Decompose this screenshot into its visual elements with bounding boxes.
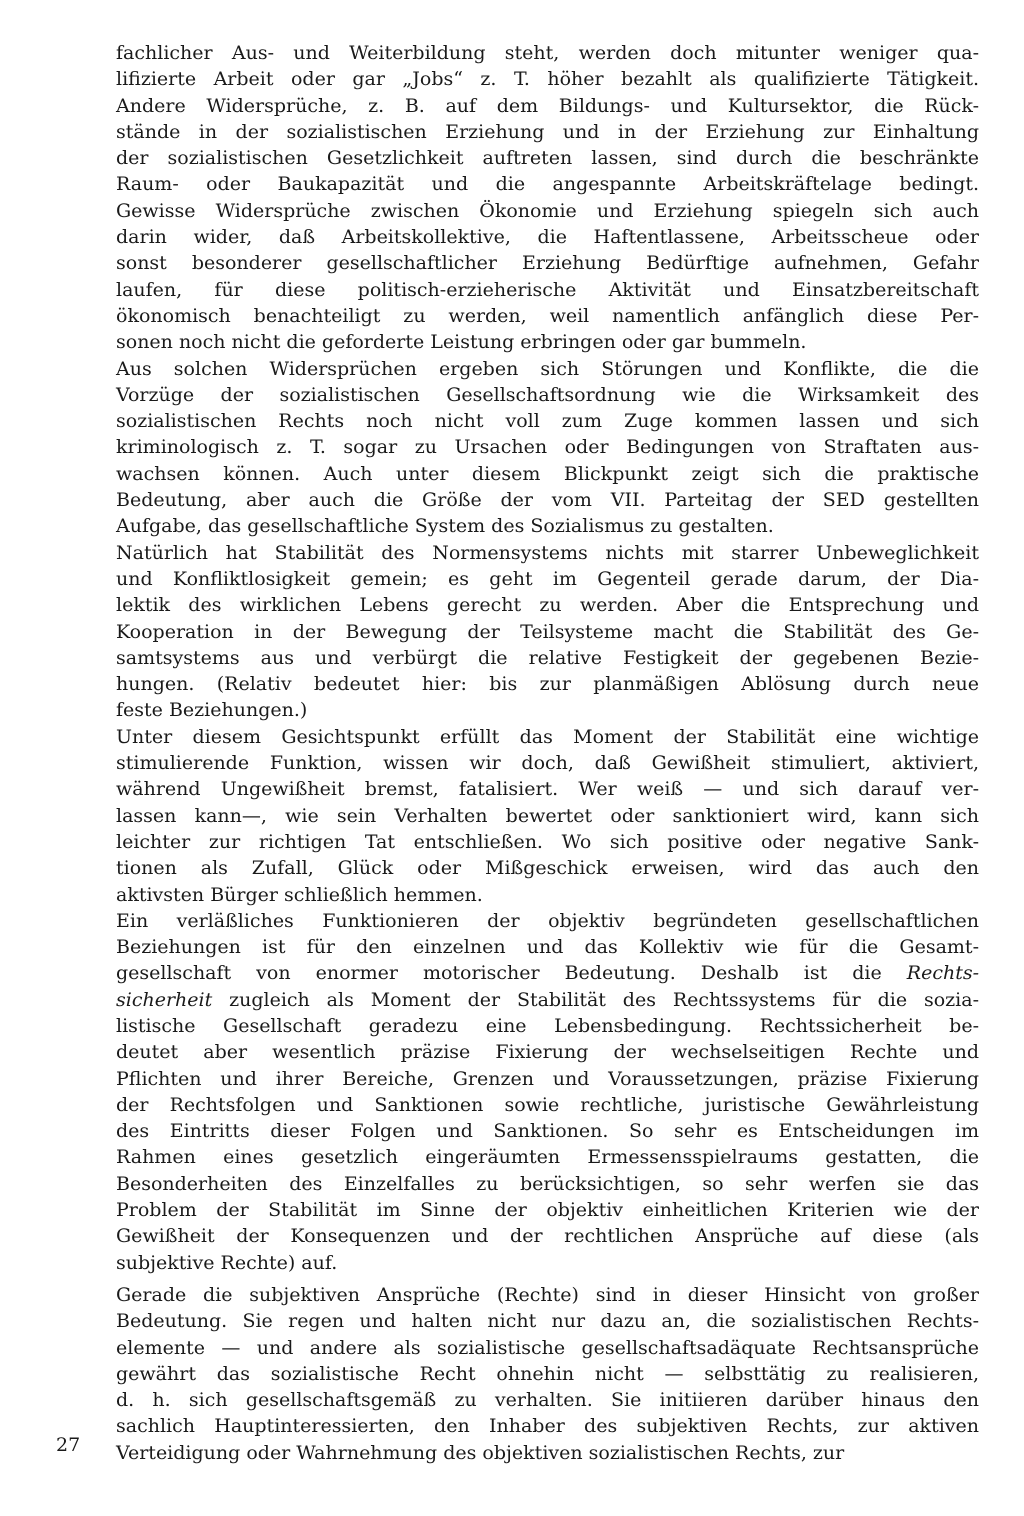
text-line: laufen, für diese politisch-erzieherische Aktivität und Einsatzbereitschaft: [116, 278, 979, 301]
text-line: und Konfliktlosigkeit gemein; es geht im Gegenteil gerade darum, der Dia-: [116, 567, 979, 590]
text-line: stimulierende Funktion, wissen wir doch, daß Gewißheit stimuliert, aktiviert,: [116, 752, 979, 775]
text-line: sonen noch nicht die geforderte Leistung erbringen oder gar bummeln.: [116, 331, 807, 354]
text-line: Andere Widersprüche, z. B. auf dem Bildungs- und Kultursektor, die Rück-: [116, 94, 979, 117]
text-line: feste Beziehungen.): [116, 699, 308, 722]
text-line: gesellschaft von enormer motorischer Bedeutung. Deshalb ist die Rechts-: [116, 962, 979, 985]
text-line: gewährt das sozialistische Recht ohnehin nicht — selbsttätig zu realisieren,: [116, 1362, 979, 1385]
text-line: während Ungewißheit bremst, fatalisiert. Wer weiß — und sich darauf ver-: [116, 778, 979, 801]
text-line: stände in der sozialistischen Erziehung und in der Erziehung zur Einhaltung: [116, 120, 979, 143]
text-line: Gerade die subjektiven Ansprüche (Rechte) sind in dieser Hinsicht von großer: [116, 1283, 979, 1306]
text-line: d. h. sich gesellschaftsgemäß zu verhalten. Sie initiieren darüber hinaus den: [116, 1389, 979, 1412]
text-line: hungen. (Relativ bedeutet hier: bis zur planmäßigen Ablösung durch neue: [116, 673, 979, 696]
text-line: des Eintritts dieser Folgen und Sanktionen. So sehr es Entscheidungen im: [116, 1120, 979, 1143]
text-line: leichter zur richtigen Tat entschließen. Wo sich positive oder negative Sank-: [116, 830, 979, 853]
text-line: kriminologisch z. T. sogar zu Ursachen oder Bedingungen von Straftaten aus-: [116, 436, 979, 459]
text-line: der Rechtsfolgen und Sanktionen sowie rechtliche, juristische Gewährleistung: [116, 1093, 979, 1116]
text-line: der sozialistischen Gesetzlichkeit auftreten lassen, sind durch die beschränkte: [116, 147, 979, 170]
text-line: Gewisse Widersprüche zwischen Ökonomie und Erziehung spiegeln sich auch: [116, 199, 979, 222]
text-line: Ein verläßliches Funktionieren der objektiv begründeten gesellschaftlichen: [116, 909, 979, 932]
paragraph: [116, 908, 979, 1276]
text-line: Gewißheit der Konsequenzen und der rechtlichen Ansprüche auf diese (als: [116, 1225, 979, 1248]
text-line: Besonderheiten des Einzelfalles zu berücksichtigen, so sehr werfen sie das: [116, 1172, 979, 1195]
text-line: Beziehungen ist für den einzelnen und das Kollektiv wie für die Gesamt-: [116, 936, 979, 959]
text-line: fachlicher Aus- und Weiterbildung steht, werden doch mitunter weniger qua-: [116, 42, 979, 64]
page-number: 27: [56, 1434, 81, 1456]
text-line: Vorzüge der sozialistischen Gesellschaftsordnung wie die Wirksamkeit des: [116, 383, 979, 406]
text-line: lektik des wirklichen Lebens gerecht zu werden. Aber die Entsprechung und: [116, 594, 979, 617]
text-line: Raum- oder Baukapazität und die angespannte Arbeitskräftelage bedingt.: [116, 173, 979, 196]
text-line: Unter diesem Gesichtspunkt erfüllt das Moment der Stabilität eine wichtige: [116, 725, 979, 748]
text-line: sonst besonderer gesellschaftlicher Erziehung Bedürftige aufnehmen, Gefahr: [116, 252, 979, 275]
text-line: Aufgabe, das gesellschaftliche System des Sozialismus zu gestalten.: [116, 515, 774, 538]
text-line: Kooperation in der Bewegung der Teilsysteme macht die Stabilität des Ge-: [116, 620, 979, 643]
text-line: Verteidigung oder Wahrnehmung des objektiven sozialistischen Rechts, zur: [116, 1441, 845, 1464]
body-text: [116, 40, 979, 1466]
text-line: Pflichten und ihrer Bereiche, Grenzen und Voraussetzungen, präzise Fixierung: [116, 1067, 979, 1090]
text-line: Problem der Stabilität im Sinne der objektiv einheitlichen Kriterien wie der: [116, 1199, 979, 1222]
text-line: sicherheit zugleich als Moment der Stabilität des Rechtssystems für die sozia-: [116, 988, 979, 1011]
text-line: deutet aber wesentlich präzise Fixierung der wechselseitigen Rechte und: [116, 1041, 979, 1064]
text-line: tionen als Zufall, Glück oder Mißgeschick erweisen, wird das auch den: [116, 857, 979, 880]
emphasis-term: Rechts-: [906, 962, 979, 985]
text-line: sozialistischen Rechts noch nicht voll zum Zuge kommen lassen und sich: [116, 410, 979, 433]
text-line: darin wider, daß Arbeitskollektive, die Haftentlassene, Arbeitsscheue oder: [116, 226, 979, 249]
text-line: elemente — und andere als sozialistische gesellschaftsadäquate Rechtsansprüche: [116, 1336, 979, 1359]
text-line: wachsen können. Auch unter diesem Blickpunkt zeigt sich die praktische: [116, 462, 979, 485]
text-line: sachlich Hauptinteressierten, den Inhaber des subjektiven Rechts, zur aktiven: [116, 1415, 979, 1438]
text-line: Bedeutung, aber auch die Größe der vom VII. Parteitag der SED gestellten: [116, 489, 979, 512]
text-line: aktivsten Bürger schließlich hemmen.: [116, 883, 483, 906]
paragraph: [116, 40, 979, 356]
text-line: Rahmen eines gesetzlich eingeräumten Ermessensspielraums gestatten, die: [116, 1146, 979, 1169]
text-line: listische Gesellschaft geradezu eine Lebensbedingung. Rechtssicherheit be-: [116, 1014, 979, 1037]
text-line: Aus solchen Widersprüchen ergeben sich Störungen und Konflikte, die die: [116, 357, 979, 380]
text-line: lifizierte Arbeit oder gar „Jobs“ z. T. höher bezahlt als qualifizierte Tätigkeit.: [116, 68, 979, 91]
paragraph: [116, 540, 979, 724]
paragraph: [116, 1282, 979, 1466]
text-line: subjektive Rechte) auf.: [116, 1251, 338, 1274]
text-line: Natürlich hat Stabilität des Normensystems nichts mit starrer Unbeweglichkeit: [116, 541, 979, 564]
paragraph: [116, 724, 979, 908]
paragraph: [116, 356, 979, 540]
emphasis-term: sicherheit: [116, 988, 213, 1011]
text-line: ökonomisch benachteiligt zu werden, weil namentlich anfänglich diese Per-: [116, 304, 979, 327]
text-line: Bedeutung. Sie regen und halten nicht nur dazu an, die sozialistischen Rechts-: [116, 1310, 979, 1333]
text-line: samtsystems aus und verbürgt die relative Festigkeit der gegebenen Bezie-: [116, 646, 979, 669]
text-line: lassen kann—, wie sein Verhalten bewertet oder sanktioniert wird, kann sich: [116, 804, 979, 827]
